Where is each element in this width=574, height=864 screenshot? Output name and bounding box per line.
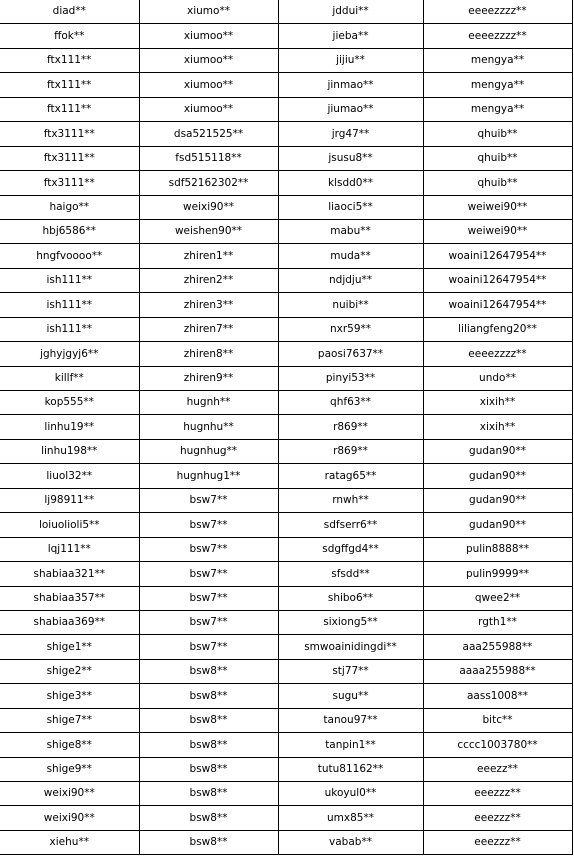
table-cell: shige9** — [0, 757, 139, 781]
table-cell: jghyjgyj6** — [0, 342, 139, 366]
table-cell: ish111** — [0, 317, 139, 341]
table-cell: shige8** — [0, 733, 139, 757]
table-cell: undo** — [423, 366, 572, 390]
table-row — [0, 488, 572, 512]
table-row — [0, 684, 572, 708]
table-cell: xiumoo** — [139, 48, 278, 72]
table-cell: bsw8** — [139, 708, 278, 732]
table-cell: jiumao** — [278, 97, 423, 121]
table-row — [0, 24, 572, 48]
table-cell: bsw8** — [139, 684, 278, 708]
table-cell: eeezzz** — [423, 830, 572, 854]
table-cell: cccc1003780** — [423, 733, 572, 757]
table-cell: bsw7** — [139, 562, 278, 586]
table-row — [0, 219, 572, 243]
table-row — [0, 733, 572, 757]
table-cell: xiumoo** — [139, 97, 278, 121]
table-cell: hbj6586** — [0, 219, 139, 243]
table-cell: ffok** — [0, 24, 139, 48]
table-cell: ftx3111** — [0, 171, 139, 195]
table-cell: bsw7** — [139, 488, 278, 512]
table-cell: shige2** — [0, 659, 139, 683]
table-cell: bsw8** — [139, 830, 278, 854]
table-cell: ndjdju** — [278, 268, 423, 292]
table-cell: mengya** — [423, 73, 572, 97]
table-cell: qwee2** — [423, 586, 572, 610]
table-cell: ish111** — [0, 268, 139, 292]
table-cell: shabiaa357** — [0, 586, 139, 610]
table-cell: qhuib** — [423, 171, 572, 195]
table-cell: fsd515118** — [139, 146, 278, 170]
table-cell: paosi7637** — [278, 342, 423, 366]
table-cell: diad** — [0, 0, 139, 24]
table-cell: weiwei90** — [423, 219, 572, 243]
table-cell: weixi90** — [139, 195, 278, 219]
table-cell: weishen90** — [139, 219, 278, 243]
table-row — [0, 97, 572, 121]
table-cell: eeeezzzz** — [423, 24, 572, 48]
table-cell: bsw8** — [139, 782, 278, 806]
table-cell: mengya** — [423, 48, 572, 72]
table-cell: mengya** — [423, 97, 572, 121]
table-cell: qhuib** — [423, 146, 572, 170]
table-cell: gudan90** — [423, 439, 572, 463]
table-cell: bsw7** — [139, 635, 278, 659]
table-cell: bsw7** — [139, 513, 278, 537]
table-cell: pulin9999** — [423, 562, 572, 586]
table-row — [0, 562, 572, 586]
table-cell: klsdd0** — [278, 171, 423, 195]
table-cell: hugnhug1** — [139, 464, 278, 488]
table-cell: jddui** — [278, 0, 423, 24]
table-cell: vabab** — [278, 830, 423, 854]
table-cell: sugu** — [278, 684, 423, 708]
table-cell: killf** — [0, 366, 139, 390]
table-row — [0, 610, 572, 634]
table-cell: nuibi** — [278, 293, 423, 317]
table-cell: umx85** — [278, 806, 423, 830]
table-cell: aaa255988** — [423, 635, 572, 659]
table-cell: loiuolioli5** — [0, 513, 139, 537]
table-cell: smwoainidingdi** — [278, 635, 423, 659]
table-cell: shige7** — [0, 708, 139, 732]
table-cell: zhiren8** — [139, 342, 278, 366]
table-cell: qhuib** — [423, 122, 572, 146]
table-cell: lqj111** — [0, 537, 139, 561]
table-cell: hugnh** — [139, 391, 278, 415]
table-cell: bsw8** — [139, 757, 278, 781]
table-cell: haigo** — [0, 195, 139, 219]
table-cell: xiumoo** — [139, 73, 278, 97]
table-row — [0, 73, 572, 97]
table-cell: liuol32** — [0, 464, 139, 488]
table-row — [0, 659, 572, 683]
table-cell: liliangfeng20** — [423, 317, 572, 341]
table-cell: shabiaa321** — [0, 562, 139, 586]
table-row — [0, 708, 572, 732]
table-row — [0, 415, 572, 439]
table-cell: eeeezzzz** — [423, 342, 572, 366]
table-cell: tanpin1** — [278, 733, 423, 757]
table-cell: muda** — [278, 244, 423, 268]
table-cell: bsw8** — [139, 659, 278, 683]
table-row — [0, 48, 572, 72]
table-row — [0, 244, 572, 268]
table-cell: sdgffgd4** — [278, 537, 423, 561]
table-cell: weixi90** — [0, 782, 139, 806]
table-row — [0, 122, 572, 146]
table-row — [0, 782, 572, 806]
table-row — [0, 586, 572, 610]
table-cell: ftx3111** — [0, 146, 139, 170]
table-cell: hugnhu** — [139, 415, 278, 439]
table-cell: weixi90** — [0, 806, 139, 830]
table-cell: mabu** — [278, 219, 423, 243]
table-row — [0, 171, 572, 195]
table-row — [0, 806, 572, 830]
table-cell: xixih** — [423, 415, 572, 439]
table-cell: jinmao** — [278, 73, 423, 97]
table-row — [0, 464, 572, 488]
table-row — [0, 635, 572, 659]
table-cell: linhu198** — [0, 439, 139, 463]
table-cell: ratag65** — [278, 464, 423, 488]
table-cell: hugnhug** — [139, 439, 278, 463]
table-cell: sixiong5** — [278, 610, 423, 634]
table-cell: ish111** — [0, 293, 139, 317]
table-row — [0, 0, 572, 24]
table-cell: nxr59** — [278, 317, 423, 341]
table-cell: zhiren2** — [139, 268, 278, 292]
table-cell: shabiaa369** — [0, 610, 139, 634]
table-cell: xiumoo** — [139, 24, 278, 48]
table-cell: xixih** — [423, 391, 572, 415]
table-cell: stj77** — [278, 659, 423, 683]
table-cell: ftx3111** — [0, 122, 139, 146]
table-row — [0, 757, 572, 781]
table-cell: aaaa255988** — [423, 659, 572, 683]
table-cell: gudan90** — [423, 488, 572, 512]
table-cell: eeezzz** — [423, 782, 572, 806]
table-cell: sdfserr6** — [278, 513, 423, 537]
table-row — [0, 317, 572, 341]
table-cell: xiehu** — [0, 830, 139, 854]
table-cell: ftx111** — [0, 97, 139, 121]
table-cell: liaoci5** — [278, 195, 423, 219]
table-cell: gudan90** — [423, 513, 572, 537]
table-cell: zhiren7** — [139, 317, 278, 341]
table-cell: tutu81162** — [278, 757, 423, 781]
table-cell: r869** — [278, 439, 423, 463]
table-row — [0, 513, 572, 537]
table-row — [0, 342, 572, 366]
table-cell: sdf52162302** — [139, 171, 278, 195]
table-cell: bitc** — [423, 708, 572, 732]
table-cell: zhiren3** — [139, 293, 278, 317]
table-cell: bsw8** — [139, 806, 278, 830]
table-cell: zhiren9** — [139, 366, 278, 390]
table-row — [0, 537, 572, 561]
table-row — [0, 146, 572, 170]
table-cell: shibo6** — [278, 586, 423, 610]
table-cell: shige3** — [0, 684, 139, 708]
table-cell: r869** — [278, 415, 423, 439]
table-cell: bsw7** — [139, 586, 278, 610]
table-row — [0, 830, 572, 854]
table-cell: sfsdd** — [278, 562, 423, 586]
table-cell: woaini12647954** — [423, 244, 572, 268]
table-cell: lj98911** — [0, 488, 139, 512]
table-row — [0, 391, 572, 415]
table-cell: weiwei90** — [423, 195, 572, 219]
table-cell: jsusu8** — [278, 146, 423, 170]
table-row — [0, 366, 572, 390]
table-cell: bsw8** — [139, 733, 278, 757]
table-cell: pinyi53** — [278, 366, 423, 390]
table-cell: shige1** — [0, 635, 139, 659]
table-cell: eeezz** — [423, 757, 572, 781]
table-cell: bsw7** — [139, 537, 278, 561]
table-cell: jrg47** — [278, 122, 423, 146]
table-cell: kop555** — [0, 391, 139, 415]
table-cell: ukoyul0** — [278, 782, 423, 806]
table-row — [0, 268, 572, 292]
table-cell: jieba** — [278, 24, 423, 48]
table-cell: eeezzz** — [423, 806, 572, 830]
table-cell: tanou97** — [278, 708, 423, 732]
table-cell: qhf63** — [278, 391, 423, 415]
table-row — [0, 439, 572, 463]
table-cell: aass1008** — [423, 684, 572, 708]
table-cell: woaini12647954** — [423, 268, 572, 292]
table-cell: jijiu** — [278, 48, 423, 72]
table-cell: zhiren1** — [139, 244, 278, 268]
table-cell: woaini12647954** — [423, 293, 572, 317]
table-cell: xiumo** — [139, 0, 278, 24]
table-row — [0, 195, 572, 219]
table-cell: ftx111** — [0, 73, 139, 97]
table-cell: hngfvoooo** — [0, 244, 139, 268]
table-cell: dsa521525** — [139, 122, 278, 146]
table-cell: ftx111** — [0, 48, 139, 72]
table-row — [0, 293, 572, 317]
table-cell: bsw7** — [139, 610, 278, 634]
table-cell: rgth1** — [423, 610, 572, 634]
table-cell: pulin8888** — [423, 537, 572, 561]
table-cell: eeeezzzz** — [423, 0, 572, 24]
table-cell: gudan90** — [423, 464, 572, 488]
table-cell: linhu19** — [0, 415, 139, 439]
table-cell: rnwh** — [278, 488, 423, 512]
